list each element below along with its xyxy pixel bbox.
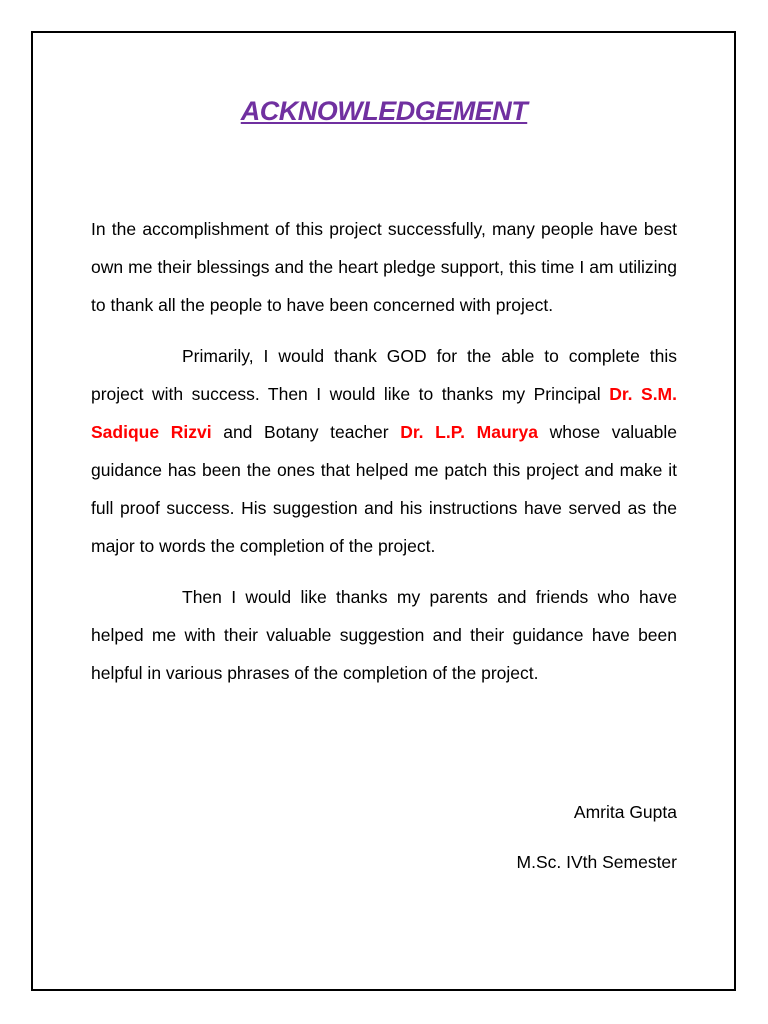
paragraph-intro: In the accomplishment of this project successfully, many people have best own me their blessings and the heart pledge support, this time I am utilizing to thank all the people to have been concerned with project. [91,219,677,315]
signature-block [91,796,677,878]
paragraph-text: Primarily, I would thank GOD for the able to complete this project with success. Then I would like to thanks my Principal [91,346,677,404]
document-title: ACKNOWLEDGEMENT [240,96,528,126]
paragraph-thanks-teachers [91,337,677,565]
paragraph-text: whose valuable guidance has been the ones that helped me patch this project and make it full proof success. His suggestion and his instructions have served as the major to words the completion of the project. [91,422,677,556]
paragraph-thanks-parents: Then I would like thanks my parents and friends who have helped me with their valuable suggestion and their guidance have been helpful in various phrases of the completion of the project. [91,587,677,683]
teacher-name: Dr. L.P. Maurya [400,422,538,442]
document-body [91,210,677,705]
author-course: M.Sc. IVth Semester [516,852,677,872]
principal-name: Dr. S.M. Sadique Rizvi [91,384,678,442]
author-name: Amrita Gupta [573,802,677,822]
paragraph-text: and Botany teacher [211,422,401,442]
